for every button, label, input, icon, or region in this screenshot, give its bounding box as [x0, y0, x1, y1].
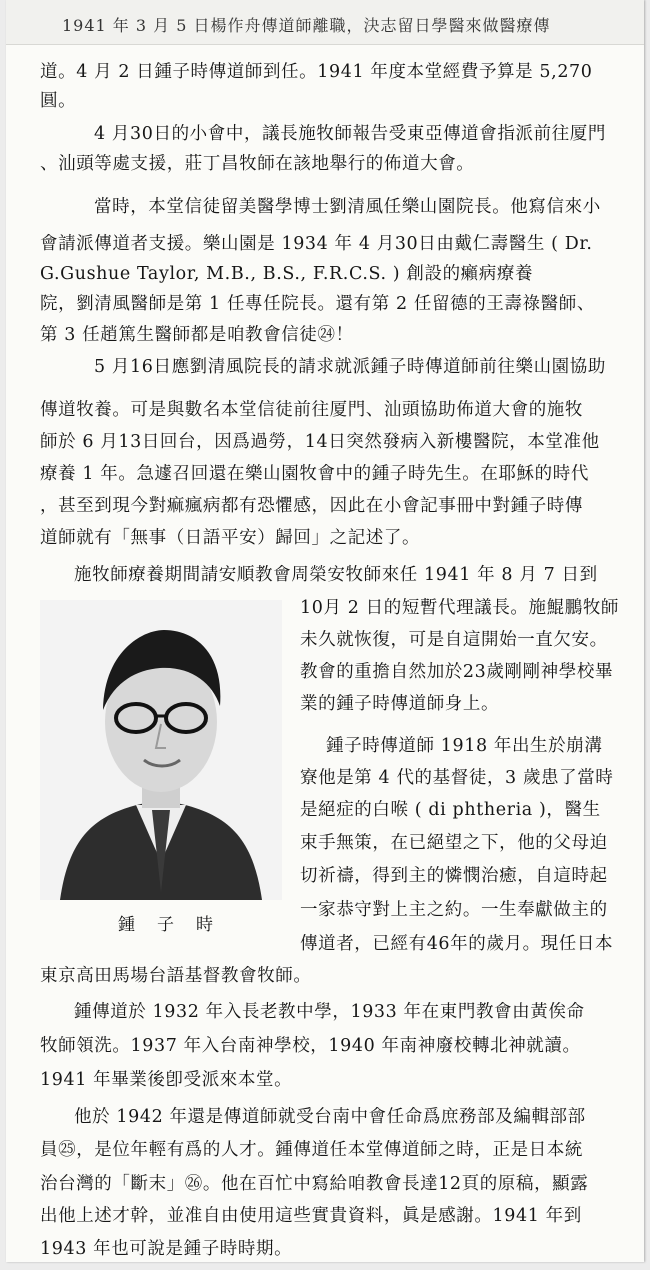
portrait-photo — [40, 600, 282, 900]
photo-caption: 鍾子時 — [118, 915, 235, 935]
right-line-4: 業的鍾子時傳道師身上。 — [300, 694, 500, 714]
text-line-13: 療養 1 年。急遽召回還在樂山園牧會中的鍾子時先生。在耶穌的時代 — [40, 464, 589, 484]
right-line-5: 鍾子時傳道師 1918 年出生於崩溝 — [326, 736, 603, 756]
bottom-line-3: 牧師領洗。1937 年入台南神學校，1940 年南神廢校轉北神就讀。 — [40, 1036, 581, 1056]
document-page — [6, 0, 644, 1262]
text-line-1: 道。4 月 2 日鍾子時傳道師到任。1941 年度本堂經費予算是 5,270 — [40, 62, 593, 82]
right-line-11: 傳道者，已經有46年的歲月。現任日本 — [300, 934, 614, 954]
right-line-10: 一家恭守對上主之約。一生奉獻做主的 — [300, 900, 608, 920]
bottom-line-2: 鍾傳道於 1932 年入長老教中學，1933 年在東門教會由黃俟命 — [74, 1002, 585, 1022]
text-line-10: 5 月16日應劉清風院長的請求就派鍾子時傳道師前往樂山園協助 — [94, 357, 606, 377]
text-line-3: 4 月30日的小會中，議長施牧師報告受東亞傳道會指派前往厦門 — [94, 124, 606, 144]
text-line-7: G.Gushue Taylor, M.B., B.S., F.R.C.S. ) 創設的癩病療養 — [40, 264, 534, 284]
bottom-line-1: 東京高田馬場台語基督教會牧師。 — [40, 966, 312, 986]
text-line-4: 、汕頭等處支援，莊丁昌牧師在該地舉行的佈道大會。 — [40, 154, 475, 174]
right-line-9: 切祈禱，得到主的憐憫治癒，自這時起 — [300, 866, 608, 886]
text-line-11: 傳道牧養。可是與數名本堂信徒前往厦門、汕頭協助佈道大會的施牧 — [40, 400, 583, 420]
right-line-6: 寮他是第 4 代的基督徒，3 歲患了當時 — [300, 768, 614, 788]
bottom-line-8: 出他上述才幹，並准自由使用這些實貴資料，眞是感謝。1941 年到 — [40, 1206, 582, 1226]
right-line-7: 是絕症的白喉 ( di phtheria )，醫生 — [300, 800, 601, 820]
bottom-line-6: 員㉕，是位年輕有爲的人才。鍾傳道任本堂傳道師之時，正是日本統 — [40, 1140, 583, 1160]
text-line-15: 道師就有「無事（日語平安）歸回」之記述了。 — [40, 528, 421, 548]
text-line-14: ，甚至到現今對痲瘋病都有恐懼感，因此在小會記事冊中對鍾子時傳 — [40, 496, 583, 516]
text-line-5: 當時，本堂信徒留美醫學博士劉清風任樂山園院長。他寫信來小 — [94, 197, 601, 217]
right-line-2: 未久就恢復，可是自這開始一直欠安。 — [300, 630, 608, 650]
bottom-line-9: 1943 年也可說是鍾子時時期。 — [40, 1239, 293, 1259]
text-line-16: 施牧師療養期間請安順教會周榮安牧師來任 1941 年 8 月 7 日到 — [74, 565, 598, 585]
text-line-9: 第 3 任趙篤生醫師都是咱教會信徒㉔！ — [40, 325, 354, 345]
right-line-3: 教會的重擔自然加於23歲剛剛神學校畢 — [300, 662, 614, 682]
text-line-2: 圓。 — [40, 91, 77, 111]
text-line-6: 會請派傳道者支援。樂山園是 1934 年 4 月30日由戴仁壽醫生 ( Dr. — [40, 234, 593, 254]
bottom-line-5: 他於 1942 年還是傳道師就受台南中會任命爲庶務部及編輯部部 — [74, 1107, 586, 1127]
text-line-8: 院，劉清風醫師是第 1 任專任院長。還有第 2 任留德的王壽祿醫師、 — [40, 294, 595, 314]
right-line-8: 束手無策，在已絕望之下，他的父母迫 — [300, 833, 608, 853]
right-line-1: 10月 2 日的短暫代理議長。施鯤鵬牧師 — [300, 598, 620, 618]
header-line: 1941 年 3 月 5 日楊作舟傳道師離職，決志留日學醫來做醫療傳 — [62, 16, 551, 35]
text-line-12: 師於 6 月13日回台，因爲過勞，14日突然發病入新樓醫院，本堂准他 — [40, 432, 600, 452]
bottom-line-4: 1941 年畢業後卽受派來本堂。 — [40, 1070, 293, 1090]
portrait-photo-icon — [40, 600, 282, 900]
bottom-line-7: 治台灣的「斷末」㉖。他在百忙中寫給咱教會長達12頁的原稿，顯露 — [40, 1174, 589, 1194]
